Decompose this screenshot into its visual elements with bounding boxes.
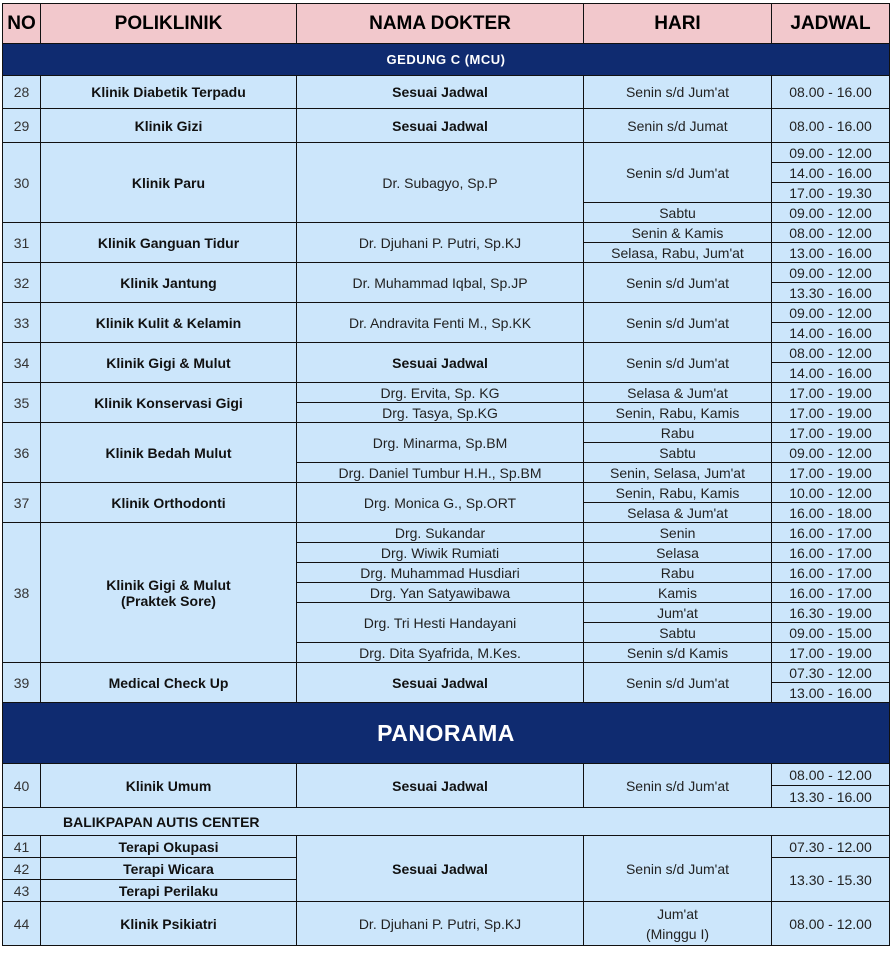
row-no: 44 — [3, 902, 41, 946]
doctor-name: Drg. Tasya, Sp.KG — [297, 403, 584, 423]
time-cell: 16.00 - 17.00 — [772, 543, 890, 563]
day-cell: Senin & Kamis — [584, 223, 772, 243]
time-cell: 14.00 - 16.00 — [772, 363, 890, 383]
day-cell: Selasa, Rabu, Jum'at — [584, 243, 772, 263]
time-cell: 08.00 - 12.00 — [772, 343, 890, 363]
clinic-name: Klinik Jantung — [41, 263, 297, 303]
section-row — [3, 44, 890, 76]
time-cell: 09.00 - 15.00 — [772, 623, 890, 643]
table-row — [3, 902, 890, 946]
doctor-name: Drg. Yan Satyawibawa — [297, 583, 584, 603]
table-row — [3, 523, 890, 543]
row-no: 29 — [3, 109, 41, 143]
clinic-name: Klinik Ganguan Tidur — [41, 223, 297, 263]
table-row — [3, 343, 890, 363]
table-row — [3, 109, 890, 143]
clinic-name: Klinik Umum — [41, 764, 297, 808]
header-jadwal: JADWAL — [772, 4, 890, 44]
table-row — [3, 143, 890, 163]
clinic-name — [41, 523, 297, 663]
day-cell: Senin — [584, 523, 772, 543]
day-cell: Sabtu — [584, 623, 772, 643]
table-row — [3, 263, 890, 283]
doctor-name: Drg. Tri Hesti Handayani — [297, 603, 584, 643]
row-no: 34 — [3, 343, 41, 383]
time-cell: 10.00 - 12.00 — [772, 483, 890, 503]
header-no: NO — [3, 4, 41, 44]
time-cell: 17.00 - 19.00 — [772, 643, 890, 663]
header-row — [3, 4, 890, 44]
doctor-name: Dr. Djuhani P. Putri, Sp.KJ — [297, 223, 584, 263]
day-line: Jum'at — [657, 905, 698, 922]
time-cell: 08.00 - 16.00 — [772, 109, 890, 143]
time-cell: 14.00 - 16.00 — [772, 163, 890, 183]
clinic-name: Klinik Kulit & Kelamin — [41, 303, 297, 343]
day-cell: Senin s/d Jum'at — [584, 76, 772, 109]
table-row — [3, 303, 890, 323]
header-hari: HARI — [584, 4, 772, 44]
clinic-name: Klinik Paru — [41, 143, 297, 223]
subsection-row — [3, 808, 890, 836]
doctor-name: Dr. Djuhani P. Putri, Sp.KJ — [297, 902, 584, 946]
day-cell: Sabtu — [584, 443, 772, 463]
header-poliklinik: POLIKLINIK — [41, 4, 297, 44]
day-cell: Sabtu — [584, 203, 772, 223]
time-cell: 08.00 - 16.00 — [772, 76, 890, 109]
row-no: 31 — [3, 223, 41, 263]
time-cell: 16.30 - 19.00 — [772, 603, 890, 623]
doctor-name: Drg. Monica G., Sp.ORT — [297, 483, 584, 523]
doctor-name: Sesuai Jadwal — [297, 76, 584, 109]
row-no: 42 — [3, 858, 41, 880]
clinic-name: Klinik Konservasi Gigi — [41, 383, 297, 423]
day-cell: Senin, Rabu, Kamis — [584, 403, 772, 423]
day-cell: Senin s/d Jum'at — [584, 836, 772, 902]
time-cell: 08.00 - 12.00 — [772, 902, 890, 946]
doctor-name: Drg. Muhammad Husdiari — [297, 563, 584, 583]
table-row — [3, 836, 890, 858]
table-row — [3, 483, 890, 503]
time-cell: 13.30 - 16.00 — [772, 786, 890, 808]
schedule-table — [2, 3, 890, 946]
day-cell: Senin s/d Jumat — [584, 109, 772, 143]
time-cell: 17.00 - 19.00 — [772, 383, 890, 403]
time-cell: 16.00 - 18.00 — [772, 503, 890, 523]
table-row — [3, 76, 890, 109]
row-no: 28 — [3, 76, 41, 109]
time-cell: 14.00 - 16.00 — [772, 323, 890, 343]
day-cell: Senin s/d Jum'at — [584, 303, 772, 343]
row-no: 38 — [3, 523, 41, 663]
doctor-name: Sesuai Jadwal — [297, 663, 584, 703]
row-no: 32 — [3, 263, 41, 303]
time-cell: 13.00 - 16.00 — [772, 243, 890, 263]
doctor-name: Sesuai Jadwal — [297, 343, 584, 383]
section-panorama: PANORAMA — [3, 703, 890, 764]
doctor-name: Sesuai Jadwal — [297, 836, 584, 902]
clinic-name: Terapi Wicara — [41, 858, 297, 880]
clinic-name: Medical Check Up — [41, 663, 297, 703]
time-cell: 09.00 - 12.00 — [772, 303, 890, 323]
time-cell: 09.00 - 12.00 — [772, 143, 890, 163]
day-cell: Jum'at — [584, 603, 772, 623]
doctor-name: Sesuai Jadwal — [297, 109, 584, 143]
time-cell: 09.00 - 12.00 — [772, 443, 890, 463]
doctor-name: Drg. Wiwik Rumiati — [297, 543, 584, 563]
day-cell: Senin s/d Jum'at — [584, 263, 772, 303]
time-cell: 17.00 - 19.30 — [772, 183, 890, 203]
time-cell: 08.00 - 12.00 — [772, 223, 890, 243]
day-cell: Senin s/d Kamis — [584, 643, 772, 663]
row-no: 35 — [3, 383, 41, 423]
table-row — [3, 223, 890, 243]
doctor-name: Dr. Andravita Fenti M., Sp.KK — [297, 303, 584, 343]
day-cell: Senin, Rabu, Kamis — [584, 483, 772, 503]
row-no: 40 — [3, 764, 41, 808]
day-cell: Selasa & Jum'at — [584, 383, 772, 403]
clinic-name: Klinik Psikiatri — [41, 902, 297, 946]
clinic-name: Klinik Diabetik Terpadu — [41, 76, 297, 109]
day-cell: Selasa & Jum'at — [584, 503, 772, 523]
doctor-name: Sesuai Jadwal — [297, 764, 584, 808]
clinic-name: Klinik Gigi & Mulut — [41, 343, 297, 383]
table-row — [3, 383, 890, 403]
doctor-name: Dr. Subagyo, Sp.P — [297, 143, 584, 223]
section-gedung-c: GEDUNG C (MCU) — [3, 44, 890, 76]
clinic-name: Klinik Gizi — [41, 109, 297, 143]
header-dokter: NAMA DOKTER — [297, 4, 584, 44]
day-cell: Selasa — [584, 543, 772, 563]
section-row — [3, 703, 890, 764]
section-autis-center: BALIKPAPAN AUTIS CENTER — [3, 808, 890, 836]
time-cell: 13.00 - 16.00 — [772, 683, 890, 703]
time-cell: 16.00 - 17.00 — [772, 523, 890, 543]
doctor-name: Drg. Ervita, Sp. KG — [297, 383, 584, 403]
day-cell: Rabu — [584, 563, 772, 583]
doctor-name: Drg. Dita Syafrida, M.Kes. — [297, 643, 584, 663]
time-cell: 17.00 - 19.00 — [772, 463, 890, 483]
doctor-name: Drg. Sukandar — [297, 523, 584, 543]
row-no: 41 — [3, 836, 41, 858]
day-cell: Kamis — [584, 583, 772, 603]
row-no: 37 — [3, 483, 41, 523]
day-cell — [584, 902, 772, 946]
clinic-name-line: Klinik Gigi & Mulut — [106, 576, 231, 593]
time-cell: 16.00 - 17.00 — [772, 563, 890, 583]
table-row — [3, 423, 890, 443]
time-cell: 17.00 - 19.00 — [772, 403, 890, 423]
doctor-name: Drg. Daniel Tumbur H.H., Sp.BM — [297, 463, 584, 483]
row-no: 43 — [3, 880, 41, 902]
clinic-name: Klinik Orthodonti — [41, 483, 297, 523]
time-cell: 07.30 - 12.00 — [772, 836, 890, 858]
day-cell: Senin s/d Jum'at — [584, 143, 772, 203]
time-cell: 13.30 - 16.00 — [772, 283, 890, 303]
clinic-name: Klinik Bedah Mulut — [41, 423, 297, 483]
row-no: 36 — [3, 423, 41, 483]
doctor-name: Drg. Minarma, Sp.BM — [297, 423, 584, 463]
day-line: (Minggu I) — [645, 925, 710, 942]
day-cell: Rabu — [584, 423, 772, 443]
time-cell: 09.00 - 12.00 — [772, 203, 890, 223]
time-cell: 07.30 - 12.00 — [772, 663, 890, 683]
day-cell: Senin, Selasa, Jum'at — [584, 463, 772, 483]
row-no: 30 — [3, 143, 41, 223]
time-cell: 08.00 - 12.00 — [772, 764, 890, 786]
clinic-name-line: (Praktek Sore) — [121, 592, 216, 609]
table-row — [3, 764, 890, 786]
row-no: 33 — [3, 303, 41, 343]
doctor-name: Dr. Muhammad Iqbal, Sp.JP — [297, 263, 584, 303]
day-cell: Senin s/d Jum'at — [584, 764, 772, 808]
clinic-name: Terapi Perilaku — [41, 880, 297, 902]
day-cell: Senin s/d Jum'at — [584, 663, 772, 703]
row-no: 39 — [3, 663, 41, 703]
day-cell: Senin s/d Jum'at — [584, 343, 772, 383]
time-cell: 16.00 - 17.00 — [772, 583, 890, 603]
time-cell: 13.30 - 15.30 — [772, 858, 890, 902]
time-cell: 17.00 - 19.00 — [772, 423, 890, 443]
time-cell: 09.00 - 12.00 — [772, 263, 890, 283]
table-row — [3, 663, 890, 683]
clinic-name: Terapi Okupasi — [41, 836, 297, 858]
